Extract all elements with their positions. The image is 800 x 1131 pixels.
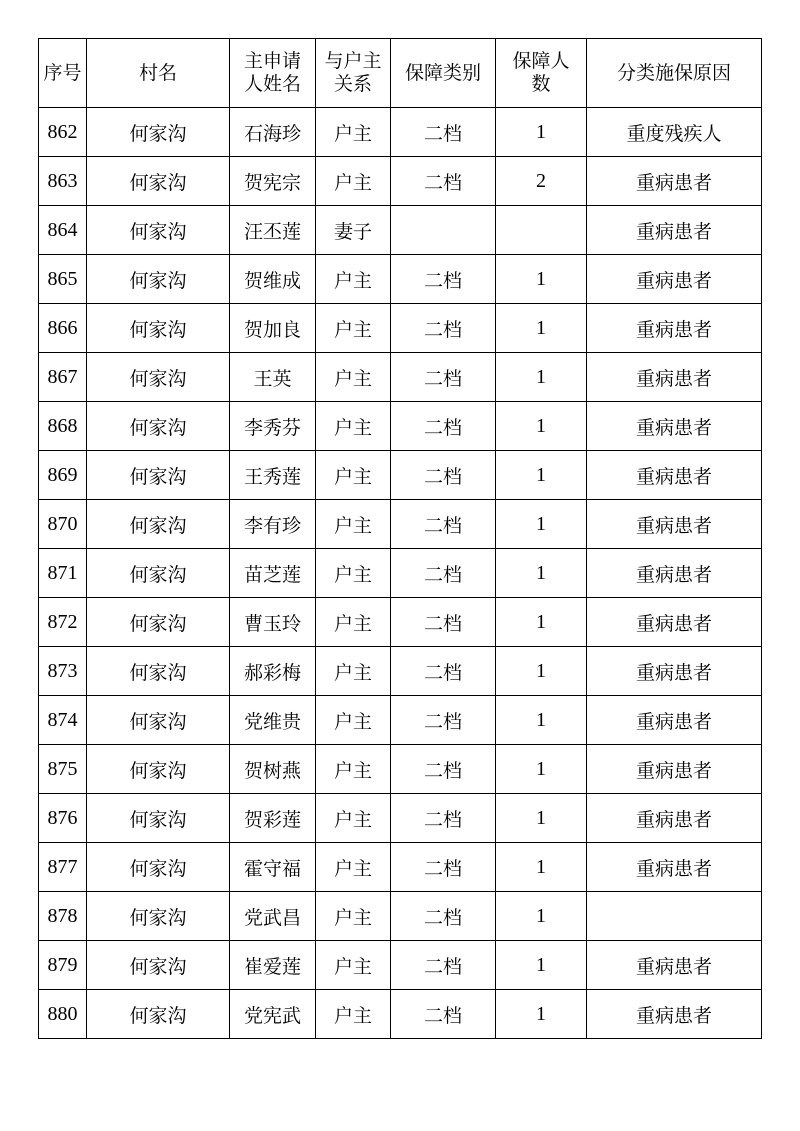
cell-seq: 874 [39,696,87,745]
cell-applicant-name: 汪丕莲 [230,206,316,255]
table-body [39,108,762,1039]
table-row [39,157,762,206]
cell-seq: 869 [39,451,87,500]
cell-village: 何家沟 [87,647,230,696]
cell-relation: 户主 [316,745,391,794]
table-row [39,696,762,745]
cell-reason: 重病患者 [587,255,762,304]
cell-applicant-name: 党宪武 [230,990,316,1039]
table-row [39,647,762,696]
table-row [39,892,762,941]
cell-count: 1 [496,941,587,990]
cell-reason: 重病患者 [587,157,762,206]
header-count-line2: 数 [531,73,551,95]
cell-seq: 868 [39,402,87,451]
header-applicant-name [230,39,316,108]
cell-relation: 户主 [316,941,391,990]
cell-count: 1 [496,843,587,892]
cell-seq: 880 [39,990,87,1039]
cell-reason: 重病患者 [587,451,762,500]
header-reason: 分类施保原因 [587,39,762,108]
cell-category: 二档 [391,157,496,206]
cell-reason: 重病患者 [587,941,762,990]
cell-applicant-name: 党武昌 [230,892,316,941]
cell-category: 二档 [391,402,496,451]
table-row [39,941,762,990]
header-applicant-line1: 主申请 [243,50,301,72]
cell-count: 1 [496,353,587,402]
cell-applicant-name: 贺维成 [230,255,316,304]
cell-count: 1 [496,255,587,304]
cell-applicant-name: 贺加良 [230,304,316,353]
table-row [39,451,762,500]
table-row [39,402,762,451]
cell-seq: 866 [39,304,87,353]
header-relation-line2: 关系 [333,73,372,95]
cell-village: 何家沟 [87,157,230,206]
cell-count: 1 [496,696,587,745]
cell-seq: 862 [39,108,87,157]
cell-relation: 户主 [316,892,391,941]
cell-relation: 户主 [316,794,391,843]
cell-village: 何家沟 [87,206,230,255]
cell-category: 二档 [391,353,496,402]
cell-count: 1 [496,108,587,157]
table-row [39,745,762,794]
cell-applicant-name: 贺树燕 [230,745,316,794]
cell-relation: 户主 [316,500,391,549]
cell-relation: 户主 [316,647,391,696]
cell-seq: 877 [39,843,87,892]
cell-village: 何家沟 [87,549,230,598]
table-row [39,990,762,1039]
cell-applicant-name: 贺宪宗 [230,157,316,206]
cell-relation: 妻子 [316,206,391,255]
cell-village: 何家沟 [87,843,230,892]
cell-seq: 870 [39,500,87,549]
cell-relation: 户主 [316,157,391,206]
cell-village: 何家沟 [87,696,230,745]
cell-relation: 户主 [316,353,391,402]
cell-applicant-name: 石海珍 [230,108,316,157]
cell-category: 二档 [391,647,496,696]
cell-category: 二档 [391,451,496,500]
header-count [496,39,587,108]
cell-village: 何家沟 [87,892,230,941]
cell-applicant-name: 李秀芬 [230,402,316,451]
cell-category: 二档 [391,990,496,1039]
table-row [39,549,762,598]
cell-applicant-name: 崔爱莲 [230,941,316,990]
cell-count: 1 [496,451,587,500]
table-row [39,206,762,255]
table-row [39,598,762,647]
table-row [39,304,762,353]
cell-relation: 户主 [316,402,391,451]
cell-village: 何家沟 [87,304,230,353]
cell-relation: 户主 [316,598,391,647]
cell-reason: 重病患者 [587,990,762,1039]
cell-reason: 重度残疾人 [587,108,762,157]
cell-category: 二档 [391,304,496,353]
cell-reason: 重病患者 [587,843,762,892]
cell-category: 二档 [391,794,496,843]
cell-seq: 876 [39,794,87,843]
table-row [39,794,762,843]
cell-count: 1 [496,598,587,647]
cell-seq: 864 [39,206,87,255]
cell-seq: 872 [39,598,87,647]
cell-village: 何家沟 [87,108,230,157]
cell-reason: 重病患者 [587,598,762,647]
header-category: 保障类别 [391,39,496,108]
cell-village: 何家沟 [87,941,230,990]
cell-village: 何家沟 [87,794,230,843]
cell-category: 二档 [391,598,496,647]
cell-count: 1 [496,549,587,598]
cell-relation: 户主 [316,451,391,500]
cell-village: 何家沟 [87,745,230,794]
cell-seq: 871 [39,549,87,598]
cell-category: 二档 [391,108,496,157]
cell-relation: 户主 [316,843,391,892]
header-row [39,39,762,108]
cell-applicant-name: 王英 [230,353,316,402]
cell-reason: 重病患者 [587,500,762,549]
cell-count: 1 [496,990,587,1039]
table-row [39,500,762,549]
table-row [39,843,762,892]
cell-reason: 重病患者 [587,647,762,696]
cell-applicant-name: 李有珍 [230,500,316,549]
cell-seq: 879 [39,941,87,990]
cell-count: 2 [496,157,587,206]
cell-reason: 重病患者 [587,402,762,451]
cell-seq: 867 [39,353,87,402]
cell-applicant-name: 王秀莲 [230,451,316,500]
cell-reason [587,892,762,941]
cell-seq: 878 [39,892,87,941]
cell-seq: 875 [39,745,87,794]
cell-applicant-name: 郝彩梅 [230,647,316,696]
header-applicant-line2: 人姓名 [243,73,301,95]
cell-seq: 865 [39,255,87,304]
cell-reason: 重病患者 [587,696,762,745]
cell-count: 1 [496,892,587,941]
cell-applicant-name: 贺彩莲 [230,794,316,843]
cell-category: 二档 [391,255,496,304]
cell-applicant-name: 曹玉玲 [230,598,316,647]
cell-village: 何家沟 [87,402,230,451]
cell-reason: 重病患者 [587,745,762,794]
cell-relation: 户主 [316,304,391,353]
cell-village: 何家沟 [87,353,230,402]
cell-reason: 重病患者 [587,206,762,255]
cell-seq: 863 [39,157,87,206]
table-row [39,108,762,157]
cell-category: 二档 [391,941,496,990]
cell-village: 何家沟 [87,451,230,500]
cell-category: 二档 [391,892,496,941]
cell-category: 二档 [391,500,496,549]
header-village: 村名 [87,39,230,108]
cell-reason: 重病患者 [587,353,762,402]
cell-category: 二档 [391,745,496,794]
cell-category: 二档 [391,696,496,745]
cell-reason: 重病患者 [587,549,762,598]
cell-relation: 户主 [316,990,391,1039]
cell-count: 1 [496,745,587,794]
cell-applicant-name: 苗芝莲 [230,549,316,598]
cell-category: 二档 [391,843,496,892]
cell-category: 二档 [391,549,496,598]
cell-applicant-name: 党维贵 [230,696,316,745]
table-row [39,255,762,304]
cell-count: 1 [496,794,587,843]
cell-village: 何家沟 [87,255,230,304]
cell-category [391,206,496,255]
beneficiary-table [38,38,762,1039]
cell-count [496,206,587,255]
cell-count: 1 [496,402,587,451]
header-count-line1: 保障人 [512,50,570,72]
table-row [39,353,762,402]
cell-count: 1 [496,500,587,549]
cell-relation: 户主 [316,255,391,304]
cell-count: 1 [496,304,587,353]
cell-reason: 重病患者 [587,794,762,843]
cell-seq: 873 [39,647,87,696]
header-seq: 序号 [39,39,87,108]
cell-count: 1 [496,647,587,696]
header-relation [316,39,391,108]
header-relation-line1: 与户主 [324,50,382,72]
cell-reason: 重病患者 [587,304,762,353]
cell-village: 何家沟 [87,500,230,549]
cell-relation: 户主 [316,108,391,157]
cell-village: 何家沟 [87,990,230,1039]
cell-village: 何家沟 [87,598,230,647]
cell-applicant-name: 霍守福 [230,843,316,892]
table-header [39,39,762,108]
cell-relation: 户主 [316,696,391,745]
cell-relation: 户主 [316,549,391,598]
